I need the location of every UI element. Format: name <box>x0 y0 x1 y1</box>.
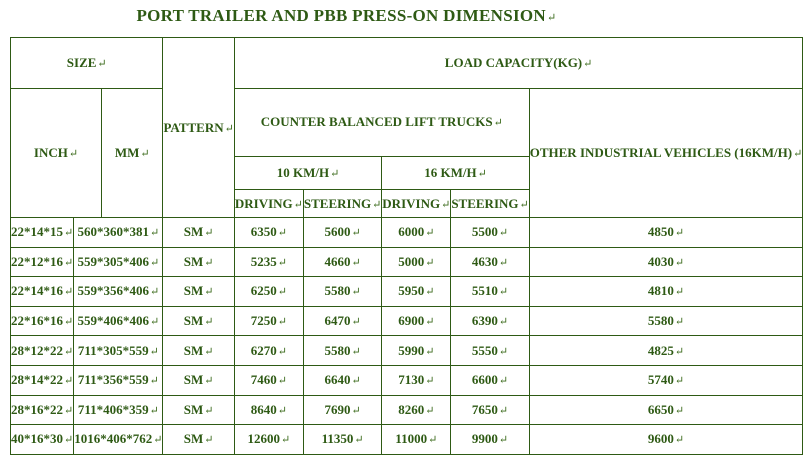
pattern-cell: SM↵ <box>163 365 234 395</box>
inch-header: INCH↵ <box>11 89 102 217</box>
size-header: SIZE↵ <box>11 38 163 89</box>
mm-cell: 559*356*406↵ <box>74 277 163 307</box>
table-row <box>11 365 803 395</box>
table-row <box>11 425 803 455</box>
steering-16-cell: 5550↵ <box>451 336 529 366</box>
inch-cell: 22*16*16↵ <box>11 306 74 336</box>
dimension-table <box>10 37 803 455</box>
driving-16-cell: 6000↵ <box>382 218 451 248</box>
mm-header: MM↵ <box>114 145 150 160</box>
steering-10-cell: 6470↵ <box>303 306 381 336</box>
inch-cell: 40*16*30↵ <box>11 425 74 455</box>
driving-10-cell: 8640↵ <box>234 395 303 425</box>
driving-10-cell: 12600↵ <box>234 425 303 455</box>
page-title <box>0 6 693 26</box>
speed-16-header: 16 KM/H↵ <box>382 156 529 189</box>
driving-10-cell: 6350↵ <box>234 218 303 248</box>
inch-cell: 22*14*16↵ <box>11 277 74 307</box>
pattern-cell: SM↵ <box>163 336 234 366</box>
steering-10-cell: 5580↵ <box>303 277 381 307</box>
mm-cell: 711*305*559↵ <box>74 336 163 366</box>
other-cell: 4825↵ <box>529 336 803 366</box>
steering-10-cell: 5580↵ <box>303 336 381 366</box>
driving-10-cell: 7460↵ <box>234 365 303 395</box>
inch-cell: 28*12*22↵ <box>11 336 74 366</box>
counter-balanced-header: COUNTER BALANCED LIFT TRUCKS↵ <box>234 89 529 157</box>
inch-cell: 28*16*22↵ <box>11 395 74 425</box>
driving-10-header: DRIVING↵ <box>234 190 303 218</box>
driving-10-cell: 7250↵ <box>234 306 303 336</box>
inch-cell: 22*14*15↵ <box>11 218 74 248</box>
pattern-cell: SM↵ <box>163 218 234 248</box>
other-cell: 4030↵ <box>529 247 803 277</box>
steering-10-cell: 7690↵ <box>303 395 381 425</box>
steering-10-header: STEERING↵ <box>303 190 381 218</box>
driving-16-cell: 5950↵ <box>382 277 451 307</box>
pattern-cell: SM↵ <box>163 277 234 307</box>
load-capacity-header: LOAD CAPACITY(KG)↵ <box>234 38 802 89</box>
inch-mm-cell <box>11 89 163 218</box>
driving-16-cell: 5000↵ <box>382 247 451 277</box>
inch-cell: 28*14*22↵ <box>11 365 74 395</box>
steering-16-cell: 6600↵ <box>451 365 529 395</box>
mm-cell: 559*305*406↵ <box>74 247 163 277</box>
mm-cell: 711*406*359↵ <box>74 395 163 425</box>
pattern-header: PATTERN↵ <box>163 38 234 218</box>
other-cell: 9600↵ <box>529 425 803 455</box>
steering-16-header: STEERING↵ <box>451 190 529 218</box>
mm-cell: 711*356*559↵ <box>74 365 163 395</box>
driving-10-cell: 6250↵ <box>234 277 303 307</box>
pattern-cell: SM↵ <box>163 425 234 455</box>
speed-10-header: 10 KM/H↵ <box>234 156 381 189</box>
driving-10-cell: 5235↵ <box>234 247 303 277</box>
driving-16-cell: 6900↵ <box>382 306 451 336</box>
mm-cell: 559*406*406↵ <box>74 306 163 336</box>
pattern-cell: SM↵ <box>163 395 234 425</box>
driving-16-cell: 8260↵ <box>382 395 451 425</box>
mm-cell: 560*360*381↵ <box>74 218 163 248</box>
driving-16-cell: 5990↵ <box>382 336 451 366</box>
table-row <box>11 336 803 366</box>
pattern-cell: SM↵ <box>163 306 234 336</box>
driving-10-cell: 6270↵ <box>234 336 303 366</box>
steering-16-cell: 6390↵ <box>451 306 529 336</box>
steering-16-cell: 4630↵ <box>451 247 529 277</box>
mm-cell: 1016*406*762↵ <box>74 425 163 455</box>
table-row <box>11 395 803 425</box>
paragraph-mark: ↵ <box>547 12 557 24</box>
table-row <box>11 218 803 248</box>
table-row <box>11 277 803 307</box>
steering-16-cell: 9900↵ <box>451 425 529 455</box>
other-vehicles-header: OTHER INDUSTRIAL VEHICLES (16KM/H)↵ <box>529 89 803 218</box>
other-cell: 5740↵ <box>529 365 803 395</box>
steering-16-cell: 5500↵ <box>451 218 529 248</box>
steering-10-cell: 5600↵ <box>303 218 381 248</box>
driving-16-cell: 11000↵ <box>382 425 451 455</box>
driving-16-header: DRIVING↵ <box>382 190 451 218</box>
other-cell: 4850↵ <box>529 218 803 248</box>
steering-10-cell: 6640↵ <box>303 365 381 395</box>
steering-16-cell: 7650↵ <box>451 395 529 425</box>
other-cell: 6650↵ <box>529 395 803 425</box>
driving-16-cell: 7130↵ <box>382 365 451 395</box>
other-cell: 4810↵ <box>529 277 803 307</box>
pattern-cell: SM↵ <box>163 247 234 277</box>
other-cell: 5580↵ <box>529 306 803 336</box>
steering-16-cell: 5510↵ <box>451 277 529 307</box>
title-text: PORT TRAILER AND PBB PRESS-ON DIMENSION <box>136 6 547 25</box>
table-row <box>11 247 803 277</box>
inch-cell: 22*12*16↵ <box>11 247 74 277</box>
steering-10-cell: 11350↵ <box>303 425 381 455</box>
steering-10-cell: 4660↵ <box>303 247 381 277</box>
table-row <box>11 306 803 336</box>
